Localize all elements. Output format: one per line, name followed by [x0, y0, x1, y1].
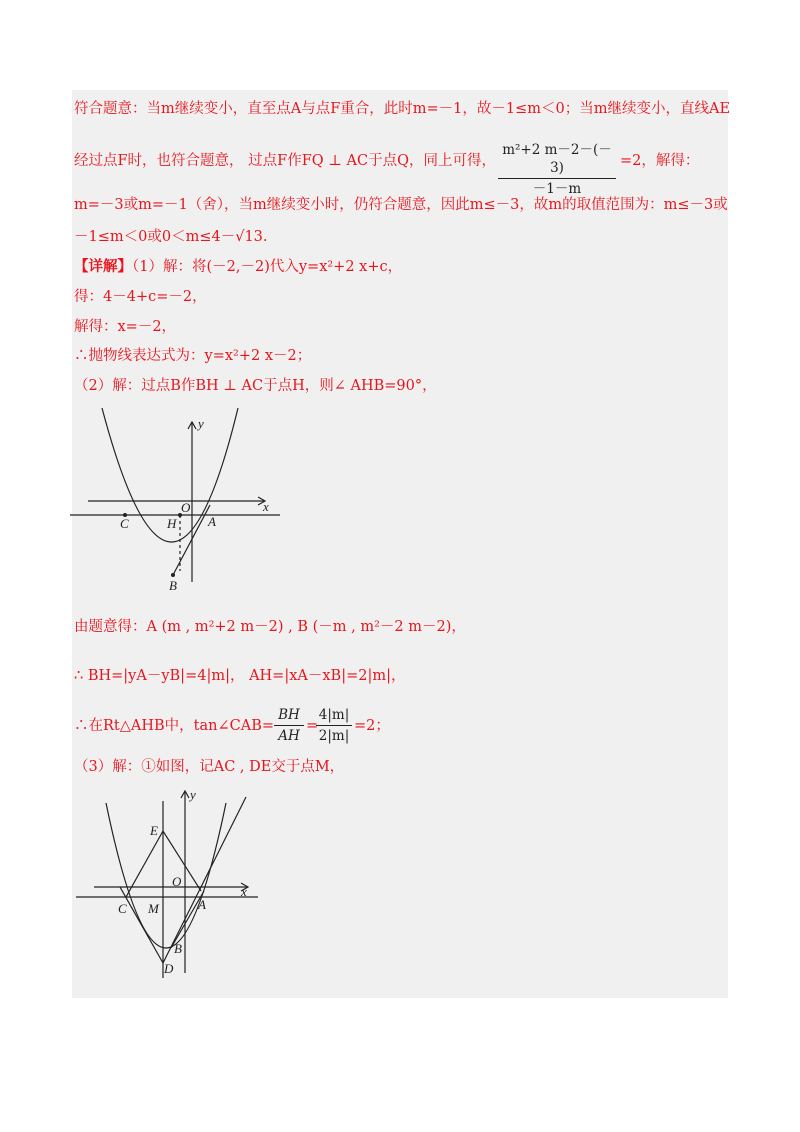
label-h: H — [167, 516, 177, 531]
label-m: M — [148, 901, 159, 916]
point-b — [171, 573, 175, 577]
label-e: E — [150, 823, 158, 838]
line-6: 得：4－4+c=－2， — [74, 289, 207, 305]
line-12b: =2； — [354, 718, 390, 734]
label-a: A — [208, 514, 216, 529]
label-o: O — [172, 874, 182, 889]
line-3: m=－3或m=－1（舍），当m继续变小时，仍符合题意，因此m≤－3，故m的取值范围为：m≤－3或 — [74, 197, 728, 213]
equals-sign: = — [306, 718, 319, 734]
line-5 — [74, 257, 402, 277]
label-d: D — [164, 961, 174, 976]
label-o: O — [181, 500, 191, 515]
line-10: 由题意得：A (m , m²+2 m－2) , B (－m , m²－2 m－2)， — [74, 619, 466, 635]
line-1: 符合题意：当m继续变小，直至点A与点F重合，此时m=－1，故－1≤m＜0；当m继续变小，直线AE — [74, 101, 731, 117]
fraction-1 — [498, 141, 616, 198]
fraction-1-numerator: m²+2 m－2－(－3) — [502, 142, 612, 176]
detail-tag: 【详解】 — [74, 258, 132, 275]
label-y: y — [190, 787, 196, 802]
label-x: x — [263, 499, 269, 514]
label-c: C — [118, 901, 127, 916]
line-12a: ∴在Rt△AHB中，tan∠CAB= — [74, 718, 274, 734]
fraction-3 — [316, 706, 352, 745]
line-cd — [120, 887, 163, 963]
fraction-2-denominator: AH — [278, 728, 300, 744]
line-7: 解得：x=－2， — [74, 319, 177, 335]
parabola-curve — [106, 803, 226, 948]
line-8: ∴抛物线表达式为：y=x²+2 x－2； — [74, 348, 312, 364]
line-9: （2）解：过点B作BH ⊥ AC于点H，则∠ AHB=90°， — [74, 378, 437, 394]
figure-1-parabola — [70, 400, 285, 595]
fraction-1-denominator: －1－m — [532, 181, 582, 197]
label-b: B — [174, 941, 182, 956]
label-b: B — [169, 578, 177, 593]
line-5-text: （1）解：将(－2,－2)代入y=x²+2 x+c， — [132, 259, 403, 275]
fraction-2-numerator: BH — [278, 707, 300, 723]
line-2a: 经过点F时，也符合题意， 过点F作FQ ⊥ AC于点Q，同上可得， — [74, 153, 496, 169]
line-4: －1≤m＜0或0＜m≤4－√13. — [74, 229, 268, 245]
label-y: y — [198, 416, 204, 431]
label-c: C — [120, 516, 129, 531]
line-11: ∴ BH=|yA－yB|=4|m|， AH=|xA－xB|=2|m|， — [74, 668, 406, 684]
line-13: （3）解：①如图，记AC , DE交于点M， — [74, 759, 345, 775]
label-a: A — [198, 897, 206, 912]
line-2b: =2，解得： — [620, 153, 700, 169]
label-x: x — [241, 884, 247, 899]
figure-2-parabola — [76, 783, 266, 983]
fraction-3-numerator: 4|m| — [318, 707, 350, 723]
fraction-3-denominator: 2|m| — [318, 728, 350, 744]
fraction-2 — [274, 706, 304, 745]
